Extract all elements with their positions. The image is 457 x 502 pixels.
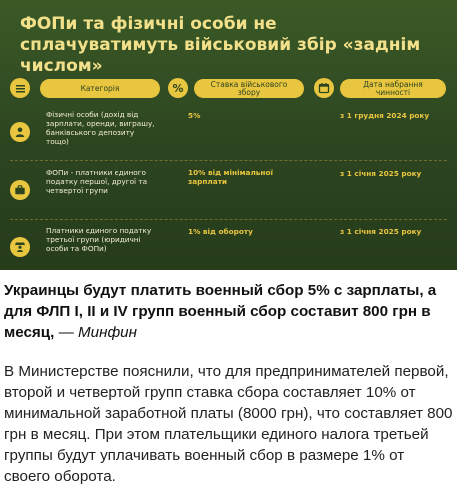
row-category: ФОПи - платники єдиного податку першої, другої та четвертої групи — [46, 168, 148, 195]
lead-text: Украинцы будут платить военный сбор 5% с зарплаты, а для ФЛП I, II и IV групп военный сбор составит 800 грн в месяц, — [4, 282, 437, 341]
row-category: Платники єдиного податку третьої групи (юридичні особи та ФОПи) — [46, 226, 152, 253]
row-rate: 1% від обороту — [188, 227, 253, 236]
row-rate: 10% від мінімальної зарплати — [188, 168, 273, 186]
header-category: Категорія — [40, 79, 160, 98]
row-date: з 1 січня 2025 року — [340, 227, 422, 236]
header-date: Дата набрання чинності — [340, 79, 446, 98]
row-divider — [10, 219, 447, 220]
table-row — [0, 225, 457, 270]
briefcase-icon — [10, 180, 30, 200]
table-header — [0, 78, 457, 100]
table-row — [0, 166, 457, 216]
header-rate: Ставка військового збору — [194, 79, 304, 98]
row-date: з 1 грудня 2024 року — [340, 111, 430, 120]
infographic-title: ФОПи та фізичні особи не сплачуватимуть військовий збір «заднім числом» — [20, 14, 421, 76]
row-rate: 5% — [188, 111, 201, 120]
article-body: В Министерстве пояснили, что для предпринимателей первой, второй и четвертой групп ставка сбора составляет 10% от минимальной заработной платы (8000 грн), что составляет 800 грн в месяц. При этом плательщики единого налога третьей группы будут уплачивать военный сбор в размере 1% от своего оборота. — [4, 363, 453, 485]
list-icon — [10, 78, 30, 98]
source-name: Минфин — [78, 324, 137, 341]
row-category: Фізичні особи (дохід від зарплати, оренди, виграшу, банківського депозиту тощо) — [46, 110, 155, 146]
table-row — [0, 108, 457, 156]
percent-icon: % — [168, 78, 188, 98]
row-divider — [10, 160, 447, 161]
calendar-icon — [314, 78, 334, 98]
shop-person-icon — [10, 237, 30, 257]
source-dash: — — [54, 324, 78, 341]
person-icon — [10, 122, 30, 142]
article-lead — [4, 280, 453, 343]
article — [0, 270, 457, 487]
row-date: з 1 січня 2025 року — [340, 169, 422, 178]
